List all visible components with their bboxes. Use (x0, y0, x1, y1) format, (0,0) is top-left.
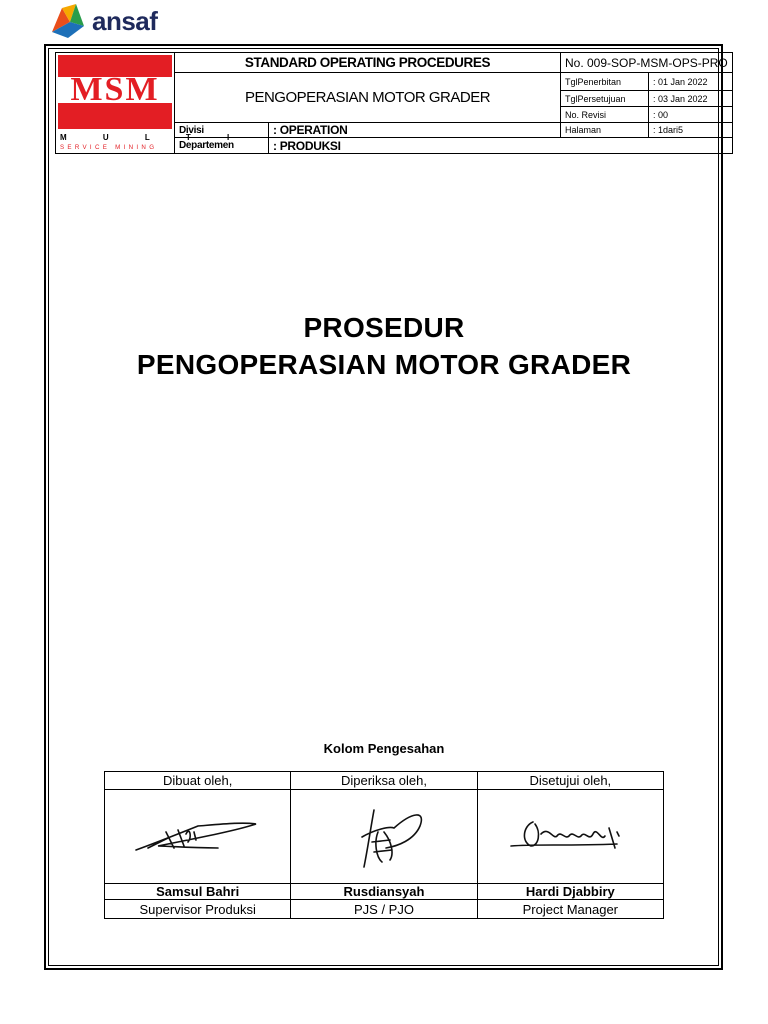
departemen-label: Departemen (175, 138, 269, 154)
meta-value: : 01 Jan 2022 (648, 73, 732, 91)
meta-label: TglPersetujuan (561, 91, 649, 107)
meta-value: : 1dari5 (648, 123, 732, 138)
approval-caption: Kolom Pengesahan (323, 741, 445, 756)
meta-value: : 00 (648, 107, 732, 123)
logo-text: MSM (70, 71, 160, 108)
approval-header: Diperiksa oleh, (291, 772, 477, 790)
approver-role: Supervisor Produksi (105, 900, 291, 919)
document-header (55, 52, 733, 154)
meta-label: Halaman (561, 123, 649, 138)
approval-header: Dibuat oleh, (105, 772, 291, 790)
main-title-line2: PENGOPERASIAN MOTOR GRADER (136, 349, 632, 380)
divisi-value: : OPERATION (269, 123, 561, 138)
doc-number: No. 009-SOP-MSM-OPS-PRO (561, 53, 733, 73)
meta-label: TglPenerbitan (561, 73, 649, 91)
logo-service-mining: SERVICE MINING (60, 144, 158, 151)
approver-role: Project Manager (477, 900, 663, 919)
divisi-label: Divisi (175, 123, 269, 138)
doc-title: PENGOPERASIAN MOTOR GRADER (175, 73, 561, 123)
approver-role: PJS / PJO (291, 900, 477, 919)
ansaf-logo-icon (46, 0, 88, 42)
signature-cell (291, 790, 477, 884)
doc-type: STANDARD OPERATING PROCEDURES (175, 53, 561, 73)
signature-hardi-djabbiry (505, 812, 635, 862)
logo-multi: M U L T I (60, 133, 247, 142)
approver-name: Hardi Djabbiry (477, 884, 663, 900)
signature-samsul-bahri (128, 812, 268, 862)
signature-cell (477, 790, 663, 884)
approval-header: Disetujui oleh, (477, 772, 663, 790)
meta-label: No. Revisi (561, 107, 649, 123)
approval-table (104, 771, 664, 919)
main-title-line1: PROSEDUR (303, 312, 465, 343)
approver-name: Samsul Bahri (105, 884, 291, 900)
signature-rusdiansyah (334, 802, 434, 872)
brand-name: ansaf (92, 5, 158, 36)
approver-name: Rusdiansyah (291, 884, 477, 900)
meta-value: : 03 Jan 2022 (648, 91, 732, 107)
ansaf-brand (46, 0, 157, 42)
signature-cell (105, 790, 291, 884)
departemen-value: : PRODUKSI (269, 138, 733, 154)
